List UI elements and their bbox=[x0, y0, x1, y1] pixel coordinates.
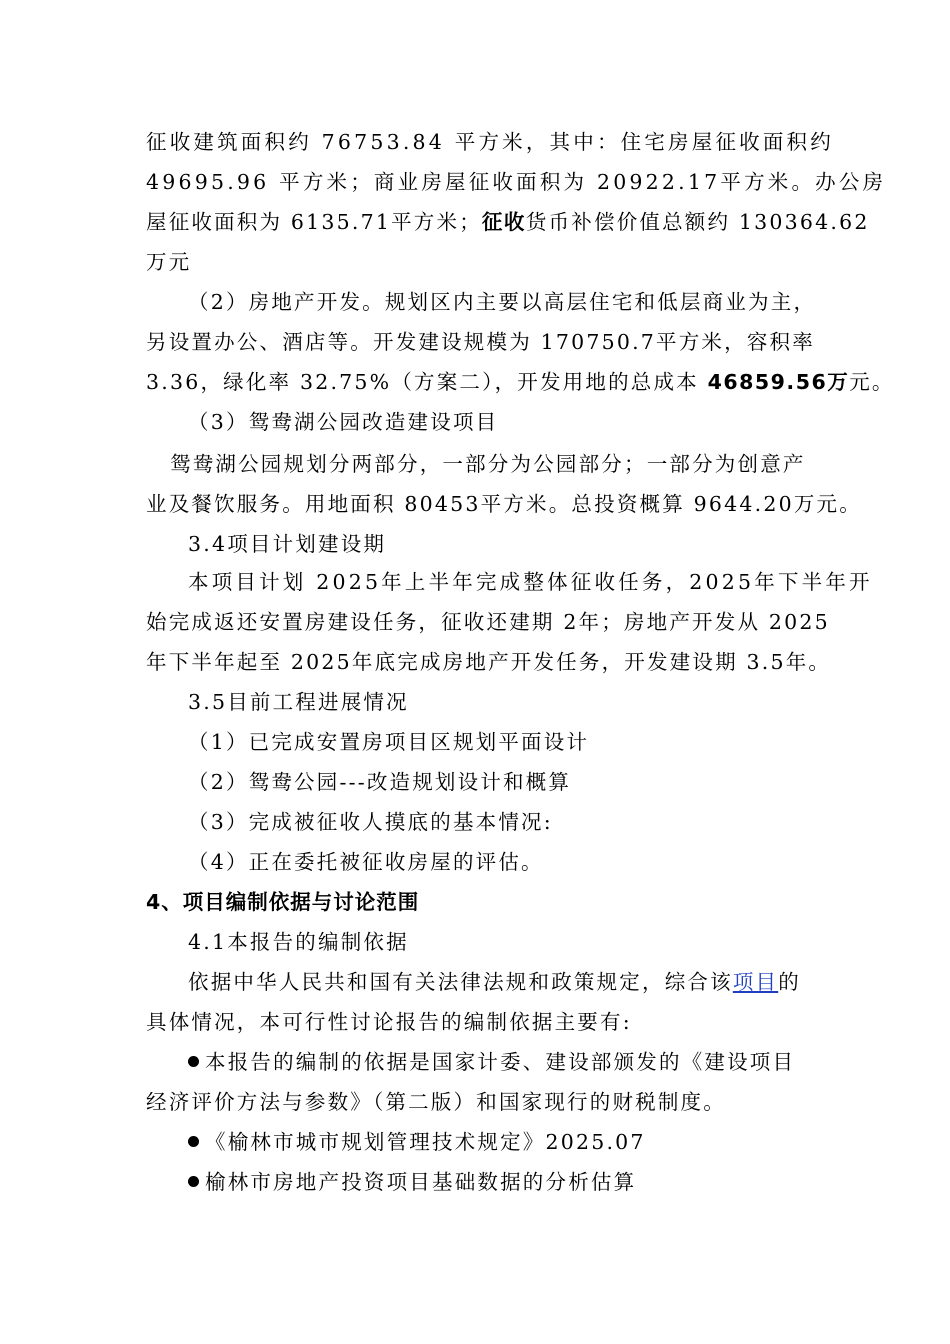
text-segment: 货币补偿价值总额约 130364.62 bbox=[525, 210, 870, 234]
bullet-text: 《榆林市城市规划管理技术规定》2025.07 bbox=[205, 1130, 646, 1154]
project-link[interactable]: 项目 bbox=[732, 970, 779, 994]
paragraph-line: 始完成返还安置房建设任务，征收还建期 2年；房地产开发从 2025 bbox=[146, 610, 830, 634]
list-item: （3）完成被征收人摸底的基本情况: bbox=[188, 810, 553, 834]
list-item: （4）正在委托被征收房屋的评估。 bbox=[188, 850, 544, 874]
paragraph-line: 另设置办公、酒店等。开发建设规模为 170750.7平方米，容积率 bbox=[146, 330, 815, 354]
bullet-item bbox=[188, 1128, 646, 1156]
paragraph-line: 经济评价方法与参数》（第二版）和国家现行的财税制度。 bbox=[146, 1090, 726, 1114]
chapter-heading: 4、项目编制依据与讨论范围 bbox=[146, 890, 420, 914]
list-item: （2）鸳鸯公园---改造规划设计和概算 bbox=[188, 770, 572, 794]
text-segment: 的 bbox=[778, 970, 801, 994]
paragraph-line: 本项目计划 2025年上半年完成整体征收任务，2025年下半年开 bbox=[188, 570, 873, 594]
bullet-text: 本报告的编制的依据是国家计委、建设部颁发的《建设项目 bbox=[205, 1050, 796, 1074]
paragraph-line: 具体情况，本可行性讨论报告的编制依据主要有: bbox=[146, 1010, 632, 1034]
section-heading: 3.5目前工程进展情况 bbox=[188, 690, 409, 714]
paragraph-line: 业及餐饮服务。用地面积 80453平方米。总投资概算 9644.20万元。 bbox=[146, 492, 862, 516]
text-segment: 元。 bbox=[849, 370, 895, 394]
list-item: （1）已完成安置房项目区规划平面设计 bbox=[188, 730, 590, 754]
bold-text: 征收 bbox=[481, 210, 526, 234]
paragraph-line: 征收建筑面积约 76753.84 平方米，其中：住宅房屋征收面积约 bbox=[146, 130, 834, 154]
section-heading: 4.1本报告的编制依据 bbox=[188, 930, 409, 954]
text-segment: 屋征收面积为 6135.71平方米； bbox=[146, 210, 482, 234]
paragraph-line: 49695.96 平方米；商业房屋征收面积为 20922.17平方米。办公房 bbox=[146, 170, 887, 194]
bullet-icon bbox=[188, 1056, 199, 1067]
bullet-item bbox=[188, 1168, 636, 1196]
bullet-icon bbox=[188, 1176, 199, 1187]
paragraph-line: （2）房地产开发。规划区内主要以高层住宅和低层商业为主， bbox=[188, 290, 817, 314]
text-segment: 依据中华人民共和国有关法律法规和政策规定，综合该 bbox=[188, 970, 733, 994]
paragraph-line: 鸳鸯湖公园规划分两部分，一部分为公园部分；一部分为创意产 bbox=[170, 452, 806, 476]
section-heading: 3.4项目计划建设期 bbox=[188, 532, 387, 556]
bullet-item bbox=[188, 1048, 795, 1076]
subheading: （3）鸳鸯湖公园改造建设项目 bbox=[188, 410, 499, 434]
bullet-icon bbox=[188, 1136, 199, 1147]
paragraph-line bbox=[146, 208, 870, 236]
paragraph-line: 万元 bbox=[146, 250, 192, 274]
bold-text: 46859.56万 bbox=[707, 370, 850, 394]
paragraph-line bbox=[146, 368, 895, 396]
paragraph-line bbox=[188, 968, 801, 996]
bullet-text: 榆林市房地产投资项目基础数据的分析估算 bbox=[205, 1170, 637, 1194]
paragraph-line: 年下半年起至 2025年底完成房地产开发任务，开发建设期 3.5年。 bbox=[146, 650, 832, 674]
text-segment: 3.36，绿化率 32.75%（方案二），开发用地的总成本 bbox=[146, 370, 708, 394]
